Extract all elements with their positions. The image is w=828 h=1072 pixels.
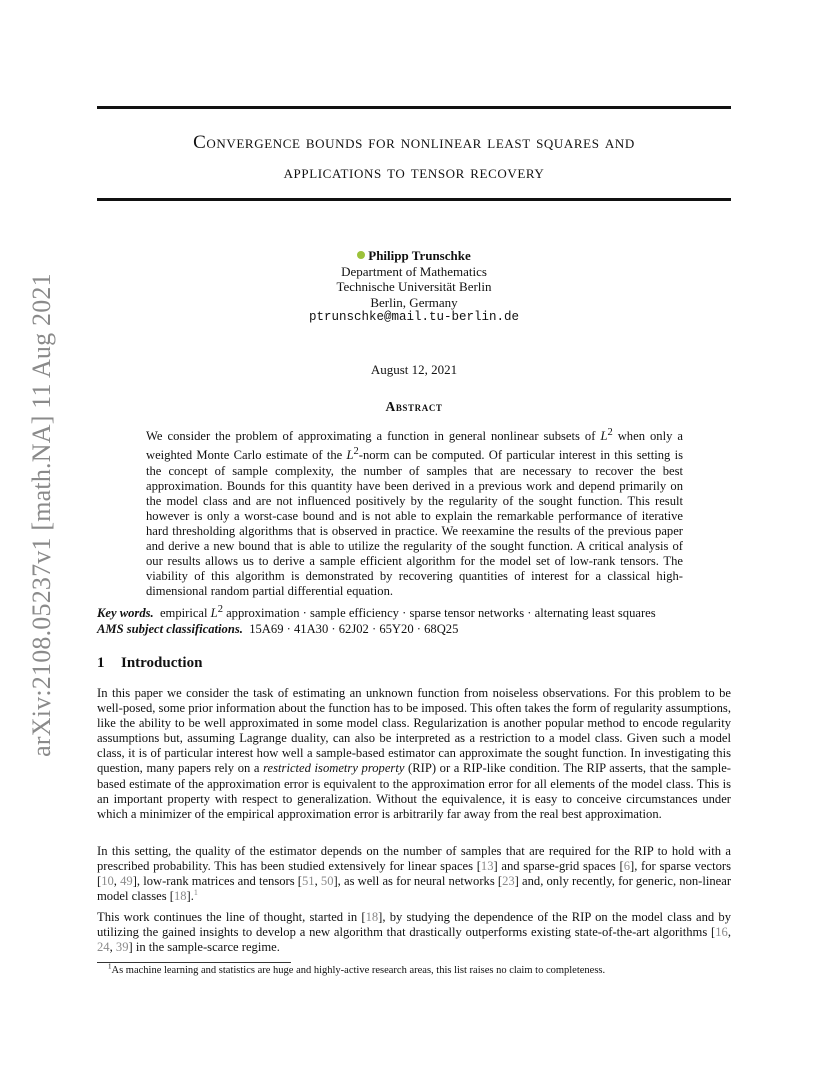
arxiv-identifier-text: arXiv:2108.05237v1 [math.NA] 11 Aug 2021 <box>27 273 56 757</box>
footnote <box>108 964 731 977</box>
abstract-part-1: We consider the problem of approximating a function in general nonlinear subsets of <box>146 429 601 444</box>
ams-label: AMS subject classifications. <box>97 622 243 637</box>
keywords-l2-symbol: L <box>210 606 218 621</box>
author-university: Technische Universität Berlin <box>336 279 492 294</box>
citation-separator: , <box>727 925 731 940</box>
citation-link[interactable]: 49 <box>120 874 133 889</box>
ams-line <box>97 621 731 637</box>
rip-term: restricted isometry property <box>263 761 405 776</box>
citation-link[interactable]: 18 <box>365 910 379 924</box>
paper-title-line-1: Convergence bounds for nonlinear least squares and <box>193 132 635 153</box>
orcid-icon[interactable] <box>357 251 365 259</box>
abstract-heading: Abstract <box>385 399 443 414</box>
citation-separator: , <box>109 940 116 955</box>
paper-date: August 12, 2021 <box>370 362 458 377</box>
citation-link[interactable]: 18 <box>173 889 187 904</box>
l2-norm-symbol: L <box>346 448 354 463</box>
paper-title-line-2: applications to tensor recovery <box>283 162 545 183</box>
author-block <box>97 248 731 326</box>
para2-part-f: ] and, only recently, for generic, non-linear model classes [ <box>97 874 732 904</box>
citation-separator: , <box>113 874 121 889</box>
footnote-number: 1 <box>108 962 112 971</box>
intro-paragraph-1 <box>97 686 731 822</box>
title-top-rule <box>97 106 731 109</box>
section-number: 1 <box>97 655 105 671</box>
keywords-label: Key words. <box>97 606 154 621</box>
keywords-pre: empirical <box>159 606 211 621</box>
arxiv-identifier-stamp <box>22 255 62 775</box>
intro-paragraph-3 <box>97 910 731 955</box>
keywords-block <box>97 602 731 637</box>
author-line <box>97 248 731 264</box>
citation-link[interactable]: 10 <box>101 874 114 889</box>
ams-codes: 15A69 · 41A30 · 62J02 · 65Y20 · 68Q25 <box>249 622 459 637</box>
author-department: Department of Mathematics <box>341 263 487 279</box>
author-email[interactable]: ptrunschke@mail.tu-berlin.de <box>308 310 520 324</box>
citation-link[interactable]: 50 <box>320 874 334 889</box>
citation-link[interactable]: 6 <box>623 859 631 874</box>
abstract-text <box>146 425 683 599</box>
author-name: Philipp Trunschke <box>368 248 471 263</box>
section-heading-introduction <box>97 655 202 672</box>
citation-link[interactable]: 39 <box>115 940 129 955</box>
para2-part-d: ], low-rank matrices and tensors [ <box>132 874 302 889</box>
l2-symbol: L <box>600 429 608 444</box>
para2-part-b: ] and sparse-grid spaces [ <box>493 859 624 874</box>
citation-link[interactable]: 13 <box>480 859 494 874</box>
author-location: Berlin, Germany <box>370 294 458 310</box>
l2-norm-exponent: 2 <box>353 446 359 458</box>
para1-part-b: (RIP) or a RIP-like condition. The RIP asserts, that the sample-based estimate of the approximation error is equivalent to the approximation error for all elements of the model class. This is an important property with respect to generalization. Without the equivalence, it is easy to conceive circumstances under which a minimizer of the empirical approximation error is arbitrarily far away from the real best approximation. <box>97 761 732 821</box>
keywords-line <box>97 602 731 621</box>
para2-part-a: In this setting, the quality of the estimator depends on the number of samples that are required for the RIP to hold with a prescribed probability. This has been studied extensively for linear spaces [ <box>97 844 731 874</box>
citation-link[interactable]: 24 <box>97 940 110 955</box>
intro-paragraph-2 <box>97 844 731 904</box>
citation-link[interactable]: 16 <box>715 925 728 940</box>
keywords-post: approximation · sample efficiency · sparse tensor networks · alternating least squares <box>222 606 656 621</box>
citation-link[interactable]: 23 <box>502 874 515 889</box>
footnote-rule <box>97 962 291 963</box>
para3-part-b: ], by studying the dependence of the RIP on the model class and by utilizing the gained insights to develop a new algorithm that drastically outperforms existing state-of-the-art algorithms [ <box>97 910 731 940</box>
para1-part-a: In this paper we consider the task of estimating an unknown function from noiseless observations. For this problem to be well-posed, some prior information about the function has to be imposed. This often takes the form of regularity assumptions, like the ability to be well approximated in some model class. Regularization is another popular method to encode regularity assumptions but, assuming Lagrange duality, can also be interpreted as a restriction to a model class. Given such a model class, it is of particular interest how well a sample-based estimator can approximate the sought function. In investigating this question, many papers rely on a <box>97 686 731 776</box>
citation-separator: , <box>314 874 321 889</box>
para3-part-a: This work continues the line of thought, started in [ <box>97 910 366 924</box>
abstract-part-3: -norm can be computed. Of particular interest in this setting is the concept of sample complexity, the number of samples that are necessary to recover the best approximation. Bounds for this quantity have been derived in a previous work and depend primarily on the model class and are not influenced positively by the regularity of the sought function. This result however is only a worst-case bound and is not able to explain the remarkable performance of iterative hard thresholding algorithms that is observed in practice. We reexamine the results of the previous paper and derive a new bound that is able to utilize the regularity of the sought function. A critical analysis of our results allows us to derive a sample efficient algorithm for the model set of low-rank tensors. The viability of this algorithm is demonstrated by recovering quantities of interest for a classical high-dimensional random partial differential equation. <box>146 448 683 599</box>
footnote-marker[interactable]: 1 <box>193 888 198 898</box>
keywords-l2-exponent: 2 <box>217 604 223 615</box>
footnote-text: As machine learning and statistics are huge and highly-active research areas, this list raises no claim to completeness. <box>111 965 606 976</box>
title-bottom-rule <box>97 198 731 201</box>
para2-part-e: ], as well as for neural networks [ <box>333 874 503 889</box>
para2-part-c: ], for sparse vectors [ <box>97 859 731 889</box>
abstract-part-2: when only a weighted Monte Carlo estimate of the <box>146 429 683 463</box>
citation-link[interactable]: 51 <box>301 874 315 889</box>
l2-exponent: 2 <box>607 427 613 438</box>
para2-part-g: ]. <box>186 889 194 904</box>
section-title: Introduction <box>121 655 203 671</box>
para3-part-c: ] in the sample-scarce regime. <box>128 940 280 955</box>
paper-title <box>97 128 731 188</box>
